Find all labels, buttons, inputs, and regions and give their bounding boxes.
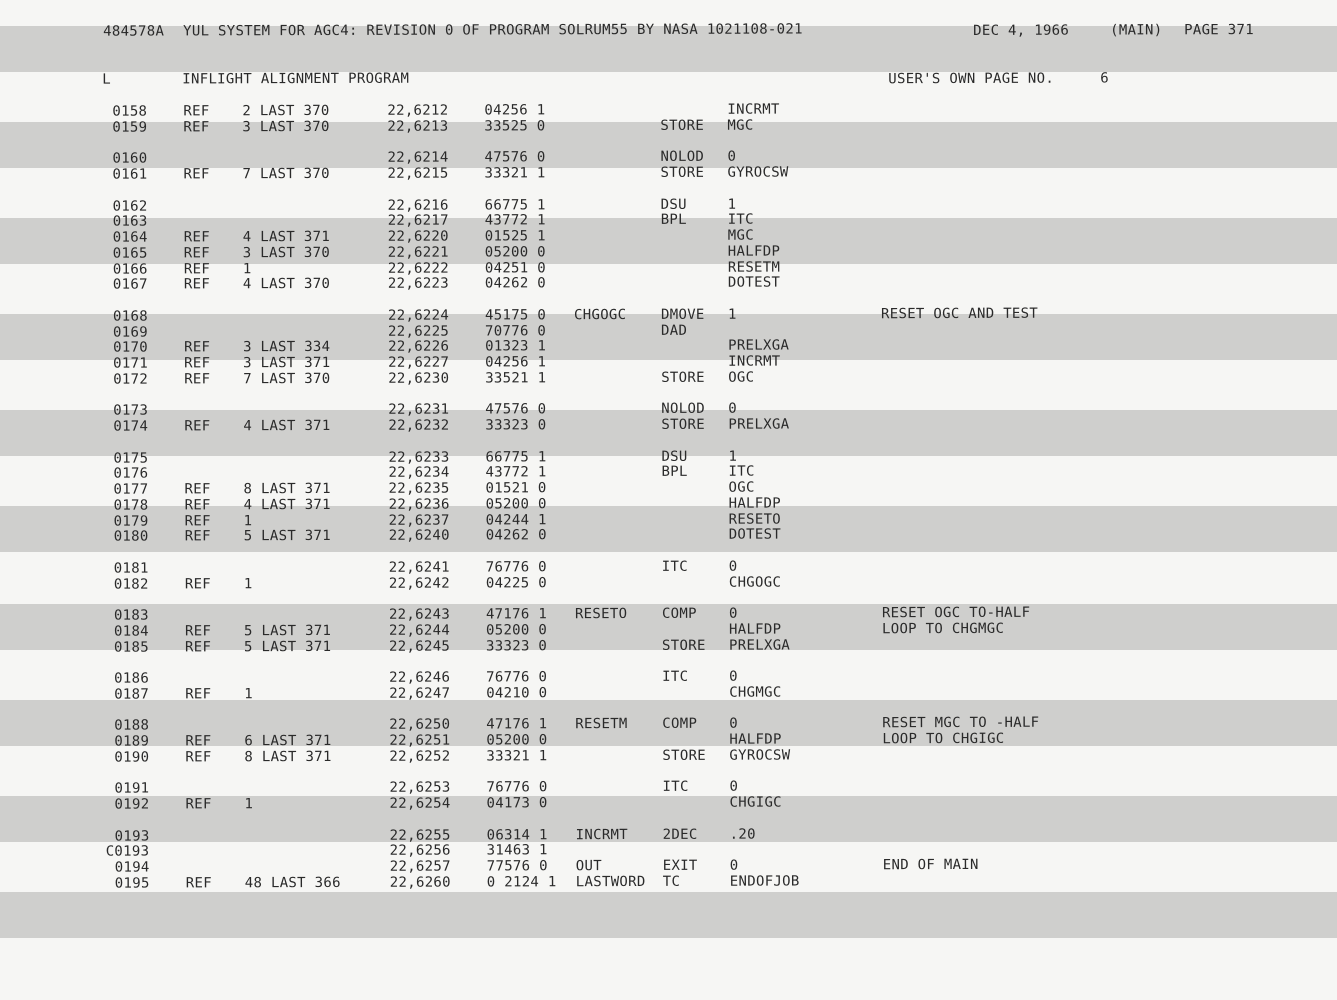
listing-id: 484578A <box>103 23 165 40</box>
operand: 0 <box>729 715 739 732</box>
ref-info: 3 LAST 334 <box>243 338 331 356</box>
line-number: 0171 <box>113 355 149 372</box>
line-number: 0181 <box>113 560 149 577</box>
ref-info: 5 LAST 371 <box>243 622 332 640</box>
comment: RESET OGC AND TEST <box>880 305 1039 323</box>
operand: DOTEST <box>727 274 781 291</box>
octal-code: 05200 0 <box>486 732 548 749</box>
octal-code: 33525 0 <box>484 118 546 135</box>
operand: GYROCSW <box>727 164 789 181</box>
operand: PRELXGA <box>728 416 790 433</box>
label: LASTWORD <box>575 873 646 891</box>
line-number: 0195 <box>114 875 150 892</box>
line-number: 0169 <box>113 324 148 341</box>
octal-code: 45175 0 <box>484 307 547 324</box>
opcode: 2DEC <box>662 826 698 843</box>
listing-row <box>1 416 1337 435</box>
line-number: 0160 <box>112 150 148 167</box>
octal-code: 47576 0 <box>484 149 546 166</box>
operand: 0 <box>728 558 738 575</box>
octal-code: 04256 1 <box>484 102 546 119</box>
address: 22,6216 <box>387 197 449 214</box>
ref-tag: REF <box>183 166 210 183</box>
address: 22,6247 <box>389 685 451 702</box>
listing-row <box>2 526 1337 545</box>
operand: 0 <box>728 400 738 417</box>
octal-code: 04262 0 <box>485 527 547 544</box>
listing-row <box>2 574 1337 593</box>
listing-row <box>2 637 1337 656</box>
operand: OGC <box>728 479 755 496</box>
ref-tag: REF <box>184 418 211 435</box>
opcode: BPL <box>661 463 688 480</box>
page-number: PAGE 371 <box>1184 22 1254 39</box>
label: RESETO <box>574 606 628 623</box>
operand: 1 <box>728 448 738 465</box>
comment: RESET MGC TO -HALF <box>882 714 1040 732</box>
opcode: DAD <box>661 322 688 339</box>
log-flag: L <box>102 71 112 88</box>
ref-info: 48 LAST 366 <box>244 874 341 892</box>
opcode: STORE <box>660 117 705 134</box>
octal-code: 05200 0 <box>484 244 546 261</box>
comment: RESET OGC TO-HALF <box>881 604 1031 622</box>
line-number: 0187 <box>114 686 150 703</box>
operand: 0 <box>729 857 739 874</box>
opcode: STORE <box>660 164 705 181</box>
line-number: 0183 <box>113 607 149 624</box>
operand: CHGOGC <box>728 574 782 591</box>
address: 22,6250 <box>389 716 451 733</box>
opcode: ITC <box>661 558 688 575</box>
ref-info: 7 LAST 370 <box>243 370 331 388</box>
octal-code: 01323 1 <box>485 338 547 355</box>
octal-code: 04262 0 <box>484 275 547 292</box>
address: 22,6245 <box>389 638 451 655</box>
opcode: COMP <box>662 715 698 732</box>
line-number: 0188 <box>114 717 150 734</box>
octal-code: 43772 1 <box>484 212 546 229</box>
line-number: 0180 <box>113 528 149 545</box>
operand: ITC <box>728 463 755 480</box>
line-number: 0189 <box>114 733 150 750</box>
ref-info: 6 LAST 371 <box>244 732 332 750</box>
ref-info: 4 LAST 371 <box>243 417 331 435</box>
operand: MGC <box>727 117 754 134</box>
address: 22,6232 <box>388 417 450 434</box>
octal-code: 01521 0 <box>485 480 547 497</box>
octal-code: 04251 0 <box>484 260 546 277</box>
ref-tag: REF <box>185 639 212 656</box>
listing-row <box>2 747 1337 766</box>
ref-info: 1 <box>244 796 254 813</box>
octal-code: 77576 0 <box>486 858 548 875</box>
address: 22,6246 <box>389 669 451 686</box>
address: 22,6221 <box>387 244 449 261</box>
users-page-number: 6 <box>1100 70 1110 87</box>
line-number: 0167 <box>112 276 148 293</box>
line-number: 0179 <box>113 513 149 530</box>
ref-tag: REF <box>183 261 211 278</box>
label: INCRMT <box>575 827 629 844</box>
listing-row <box>3 873 1337 892</box>
opcode: DSU <box>660 196 687 213</box>
operand: HALFDP <box>728 495 781 512</box>
address: 22,6244 <box>388 622 451 639</box>
ref-info: 1 <box>242 261 252 278</box>
line-number: 0193 <box>114 828 150 845</box>
operand: 0 <box>727 148 737 165</box>
ref-info: 2 LAST 370 <box>242 102 330 120</box>
line-number: 0176 <box>113 465 149 482</box>
ref-info: 3 LAST 370 <box>242 244 331 262</box>
operand: HALFDP <box>728 621 782 638</box>
ref-info: 8 LAST 371 <box>244 748 332 766</box>
line-number: 0158 <box>112 103 148 120</box>
operand: RESETM <box>727 259 781 276</box>
address: 22,6241 <box>388 559 450 576</box>
octal-code: 05200 0 <box>485 622 548 639</box>
octal-code: 04225 0 <box>485 575 547 592</box>
operand: HALFDP <box>727 243 781 260</box>
ref-info: 5 LAST 371 <box>243 527 332 545</box>
address: 22,6237 <box>388 512 450 529</box>
comment: LOOP TO CHGIGC <box>882 730 1005 748</box>
octal-code: 01525 1 <box>484 228 546 245</box>
operand: 1 <box>727 196 737 213</box>
address: 22,6242 <box>388 575 450 592</box>
octal-code: 06314 1 <box>486 827 548 844</box>
comment: LOOP TO CHGMGC <box>881 620 1005 638</box>
line-number: 0166 <box>112 261 148 278</box>
octal-code: 47176 1 <box>486 716 548 733</box>
address: 22,6255 <box>389 827 451 844</box>
system-title: YUL SYSTEM FOR AGC4: REVISION 0 OF PROGRAM SOLRUM55 BY NASA 1021108-021 <box>183 21 803 40</box>
line-number: C0193 <box>105 843 150 860</box>
octal-code: 76776 0 <box>486 779 548 796</box>
ref-tag: REF <box>183 276 211 293</box>
line-number: 0186 <box>114 670 150 687</box>
users-page-label: USER'S OWN PAGE NO. <box>888 70 1055 88</box>
operand: ENDOFJOB <box>729 873 800 890</box>
octal-code: 33323 0 <box>485 417 547 434</box>
operand: 1 <box>727 306 737 323</box>
octal-code: 66775 1 <box>485 449 547 466</box>
listing-row <box>0 117 1337 136</box>
address: 22,6230 <box>388 370 450 387</box>
operand: OGC <box>728 369 755 386</box>
section-label: (MAIN) <box>1110 22 1163 39</box>
address: 22,6231 <box>388 401 450 418</box>
operand: 0 <box>729 778 739 795</box>
address: 22,6227 <box>388 354 450 371</box>
line-number: 0164 <box>112 229 148 246</box>
address: 22,6214 <box>387 149 449 166</box>
line-number: 0178 <box>113 497 149 514</box>
octal-code: 0 2124 1 <box>486 874 557 891</box>
line-number: 0165 <box>112 245 148 262</box>
opcode: NOLOD <box>660 148 705 165</box>
line-number: 0184 <box>113 623 149 640</box>
ref-tag: REF <box>184 528 211 545</box>
opcode: EXIT <box>662 857 698 874</box>
address: 22,6254 <box>389 795 451 812</box>
listing-row <box>1 369 1337 388</box>
line-number: 0163 <box>112 213 148 230</box>
line-number: 0182 <box>113 576 149 593</box>
address: 22,6252 <box>389 748 451 765</box>
ref-tag: REF <box>184 623 212 640</box>
ref-tag: REF <box>184 576 212 593</box>
address: 22,6212 <box>387 102 449 119</box>
octal-code: 33321 1 <box>484 165 546 182</box>
operand: MGC <box>727 227 754 244</box>
ref-tag: REF <box>183 229 210 246</box>
address: 22,6223 <box>387 275 450 292</box>
ref-tag: REF <box>184 371 211 388</box>
address: 22,6213 <box>387 118 449 135</box>
octal-code: 05200 0 <box>485 496 547 513</box>
operand: CHGIGC <box>729 794 782 811</box>
address: 22,6256 <box>389 842 451 859</box>
octal-code: 33323 0 <box>486 638 548 655</box>
label: CHGOGC <box>573 307 627 324</box>
address: 22,6236 <box>388 496 450 513</box>
line-number: 0175 <box>113 450 149 467</box>
ref-tag: REF <box>185 875 212 892</box>
ref-info: 7 LAST 370 <box>242 165 330 183</box>
octal-code: 70776 0 <box>485 323 547 340</box>
label: OUT <box>575 858 602 875</box>
opcode: STORE <box>662 747 707 764</box>
operand: 0 <box>728 605 738 622</box>
opcode: ITC <box>662 668 689 685</box>
opcode: COMP <box>661 605 697 622</box>
octal-code: 33321 1 <box>486 748 548 765</box>
address: 22,6253 <box>389 779 451 796</box>
ref-tag: REF <box>183 245 211 262</box>
operand: CHGMGC <box>729 684 782 701</box>
address: 22,6243 <box>388 606 451 623</box>
ref-info: 4 LAST 371 <box>243 496 331 514</box>
address: 22,6225 <box>388 323 450 340</box>
octal-code: 04173 0 <box>486 795 548 812</box>
octal-code: 31463 1 <box>486 842 548 859</box>
address: 22,6217 <box>387 212 449 229</box>
operand: DOTEST <box>728 526 782 543</box>
address: 22,6215 <box>387 165 449 182</box>
address: 22,6240 <box>388 527 450 544</box>
octal-code: 76776 0 <box>486 669 548 686</box>
ref-tag: REF <box>183 103 210 120</box>
line-number: 0177 <box>113 481 149 498</box>
line-number: 0168 <box>112 308 148 325</box>
ref-tag: REF <box>184 355 211 372</box>
address: 22,6222 <box>387 260 449 277</box>
line-number: 0185 <box>114 639 149 656</box>
octal-code: 76776 0 <box>485 559 547 576</box>
operand: PRELXGA <box>728 337 790 354</box>
line-number: 0190 <box>114 749 150 766</box>
octal-code: 04256 1 <box>485 354 547 371</box>
ref-info: 3 LAST 371 <box>243 354 331 372</box>
ref-info: 1 <box>243 513 253 530</box>
line-number: 0172 <box>113 371 149 388</box>
address: 22,6235 <box>388 480 450 497</box>
octal-code: 47176 1 <box>485 606 548 623</box>
line-number: 0194 <box>114 859 150 876</box>
opcode: TC <box>662 873 681 890</box>
opcode: DMOVE <box>660 306 705 323</box>
address: 22,6224 <box>387 307 450 324</box>
listing-row <box>1 164 1337 183</box>
listing-row <box>2 684 1337 703</box>
line-number: 0173 <box>113 402 149 419</box>
line-number: 0159 <box>112 119 148 136</box>
address: 22,6251 <box>389 732 451 749</box>
address: 22,6260 <box>389 874 451 891</box>
line-number: 0191 <box>114 780 150 797</box>
line-number: 0174 <box>113 418 149 435</box>
ref-tag: REF <box>184 339 211 356</box>
listing-date: DEC 4, 1966 <box>973 22 1070 39</box>
opcode: STORE <box>661 369 705 386</box>
comment: END OF MAIN <box>882 856 979 874</box>
ref-tag: REF <box>183 119 210 136</box>
octal-code: 33521 1 <box>485 370 547 387</box>
ref-info: 1 <box>243 576 253 593</box>
label: RESETM <box>575 716 628 733</box>
opcode: ITC <box>662 778 689 795</box>
operand: INCRMT <box>728 353 781 370</box>
octal-code: 43772 1 <box>485 464 547 481</box>
ref-tag: REF <box>184 481 211 498</box>
operand: 0 <box>729 668 738 685</box>
program-title: INFLIGHT ALIGNMENT PROGRAM <box>182 70 410 88</box>
ref-tag: REF <box>185 796 212 813</box>
address: 22,6226 <box>388 338 450 355</box>
address: 22,6234 <box>388 464 450 481</box>
operand: INCRMT <box>727 101 780 118</box>
ref-info: 5 LAST 371 <box>244 638 332 656</box>
ref-tag: REF <box>185 733 212 750</box>
operand: .20 <box>729 826 756 843</box>
opcode: DSU <box>661 448 688 465</box>
ref-tag: REF <box>185 749 212 766</box>
opcode: NOLOD <box>661 400 705 417</box>
ref-info: 8 LAST 371 <box>243 480 331 498</box>
line-number: 0162 <box>112 198 148 215</box>
ref-info: 3 LAST 370 <box>242 118 330 136</box>
address: 22,6257 <box>389 858 451 875</box>
octal-code: 47576 0 <box>485 401 547 418</box>
line-number: 0161 <box>112 166 148 183</box>
ref-tag: REF <box>185 686 212 703</box>
ref-info: 4 LAST 371 <box>242 228 331 246</box>
listing-row <box>3 794 1337 813</box>
octal-code: 04244 1 <box>485 512 547 529</box>
operand: GYROCSW <box>729 747 791 764</box>
address: 22,6233 <box>388 449 450 466</box>
listing-row <box>1 274 1337 293</box>
line-number: 0192 <box>114 796 150 813</box>
ref-info: 1 <box>244 686 253 703</box>
octal-code: 04210 0 <box>486 685 548 702</box>
opcode: STORE <box>661 416 706 433</box>
operand: ITC <box>727 211 754 228</box>
operand: RESETO <box>728 511 782 528</box>
opcode: STORE <box>662 637 706 654</box>
opcode: BPL <box>660 211 687 228</box>
operand: HALFDP <box>729 731 782 748</box>
octal-code: 66775 1 <box>484 197 546 214</box>
operand: PRELXGA <box>729 637 791 654</box>
ref-info: 4 LAST 370 <box>242 275 331 293</box>
ref-tag: REF <box>184 497 211 514</box>
ref-tag: REF <box>184 513 211 530</box>
line-number: 0170 <box>113 339 149 356</box>
address: 22,6220 <box>387 228 449 245</box>
